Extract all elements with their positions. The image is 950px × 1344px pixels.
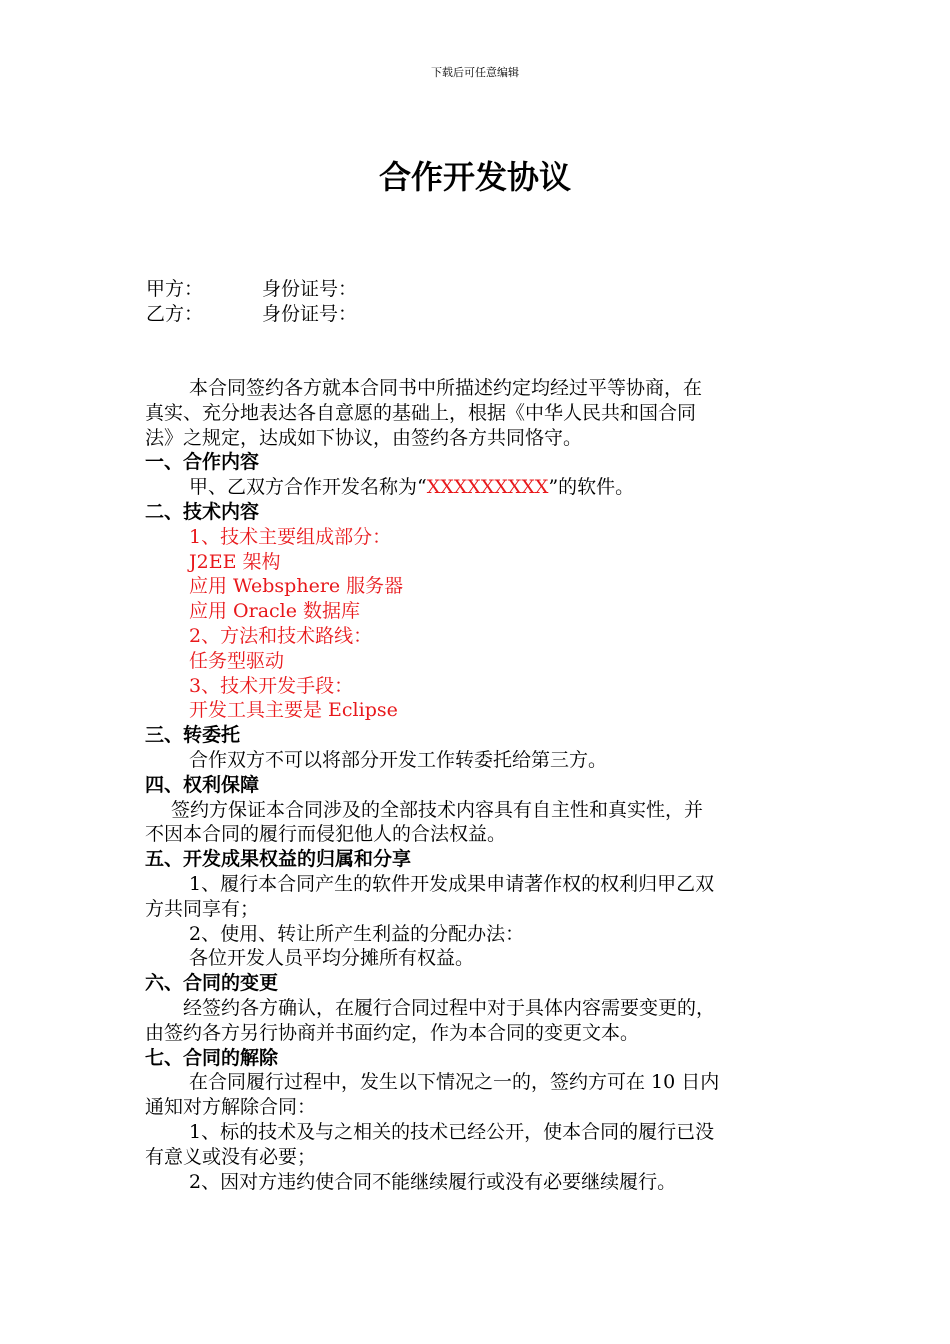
- intro-line: 本合同签约各方就本合同书中所描述约定均经过平等协商，在: [189, 377, 703, 399]
- tech-item: 2、方法和技术路线：: [189, 624, 373, 647]
- tech-item: 3、技术开发手段：: [189, 674, 354, 697]
- tech-item: J2EE 架构: [189, 550, 281, 573]
- party-b-label: 乙方：: [146, 303, 204, 325]
- rights-line: 不因本合同的履行而侵犯他人的合法权益。: [145, 823, 507, 846]
- intro-line: 法》之规定，达成如下协议，由签约各方共同恪守。: [145, 426, 583, 449]
- section-heading-rights: 四、权利保障: [145, 773, 260, 796]
- termination-line: 通知对方解除合同：: [145, 1096, 317, 1119]
- party-a-line: [146, 277, 357, 302]
- termination-line: 2、因对方违约使合同不能继续履行或没有必要继续履行。: [189, 1170, 677, 1193]
- party-b-id-label: 身份证号：: [262, 303, 358, 325]
- party-a-label: 甲方：: [146, 278, 204, 300]
- header-note: 下载后可任意编辑: [431, 66, 519, 79]
- tech-item: 1、技术主要组成部分：: [189, 525, 392, 548]
- amendment-line: 由签约各方另行协商并书面约定，作为本合同的变更文本。: [145, 1021, 640, 1044]
- cooperation-suffix: ”的软件。: [548, 476, 635, 499]
- tech-item: 应用 Websphere 服务器: [189, 575, 404, 598]
- party-a-id-label: 身份证号：: [262, 278, 358, 300]
- section-heading-delegation: 三、转委托: [145, 724, 241, 747]
- termination-line: 有意义或没有必要；: [145, 1145, 317, 1168]
- document-title: 合作开发协议: [378, 158, 571, 196]
- amendment-line: 经签约各方确认，在履行合同过程中对于具体内容需要变更的，: [183, 996, 716, 1019]
- party-b-line: [146, 302, 357, 327]
- ownership-line: 各位开发人员平均分摊所有权益。: [189, 947, 475, 970]
- tech-item: 任务型驱动: [189, 649, 285, 672]
- cooperation-line: [145, 475, 830, 500]
- ownership-line: 1、履行本合同产生的软件开发成果申请著作权的权利归甲乙双: [189, 872, 715, 895]
- section-heading-amendment: 六、合同的变更: [145, 972, 279, 995]
- section-heading-technology: 二、技术内容: [145, 500, 260, 523]
- ownership-line: 方共同享有；: [145, 897, 260, 920]
- section-heading-ownership: 五、开发成果权益的归属和分享: [145, 848, 412, 871]
- software-name: XXXXXXXXX: [426, 476, 549, 499]
- cooperation-prefix: 甲、乙双方合作开发名称为“: [189, 476, 427, 499]
- delegation-text: 合作双方不可以将部分开发工作转委托给第三方。: [189, 748, 608, 771]
- termination-line: 在合同履行过程中，发生以下情况之一的，签约方可在 10 日内: [189, 1071, 720, 1094]
- ownership-line: 2、使用、转让所产生利益的分配办法：: [189, 922, 525, 945]
- contract-body: [145, 376, 830, 1194]
- intro-line: 真实、充分地表达各自意愿的基础上，根据《中华人民共和国合同: [145, 401, 697, 424]
- rights-line: 签约方保证本合同涉及的全部技术内容具有自主性和真实性，并: [171, 798, 704, 821]
- section-heading-termination: 七、合同的解除: [145, 1046, 279, 1069]
- termination-line: 1、标的技术及与之相关的技术已经公开，使本合同的履行已没: [189, 1120, 715, 1143]
- tech-item: 开发工具主要是 Eclipse: [189, 699, 398, 722]
- tech-item: 应用 Oracle 数据库: [189, 600, 361, 623]
- section-heading-cooperation: 一、合作内容: [145, 451, 260, 474]
